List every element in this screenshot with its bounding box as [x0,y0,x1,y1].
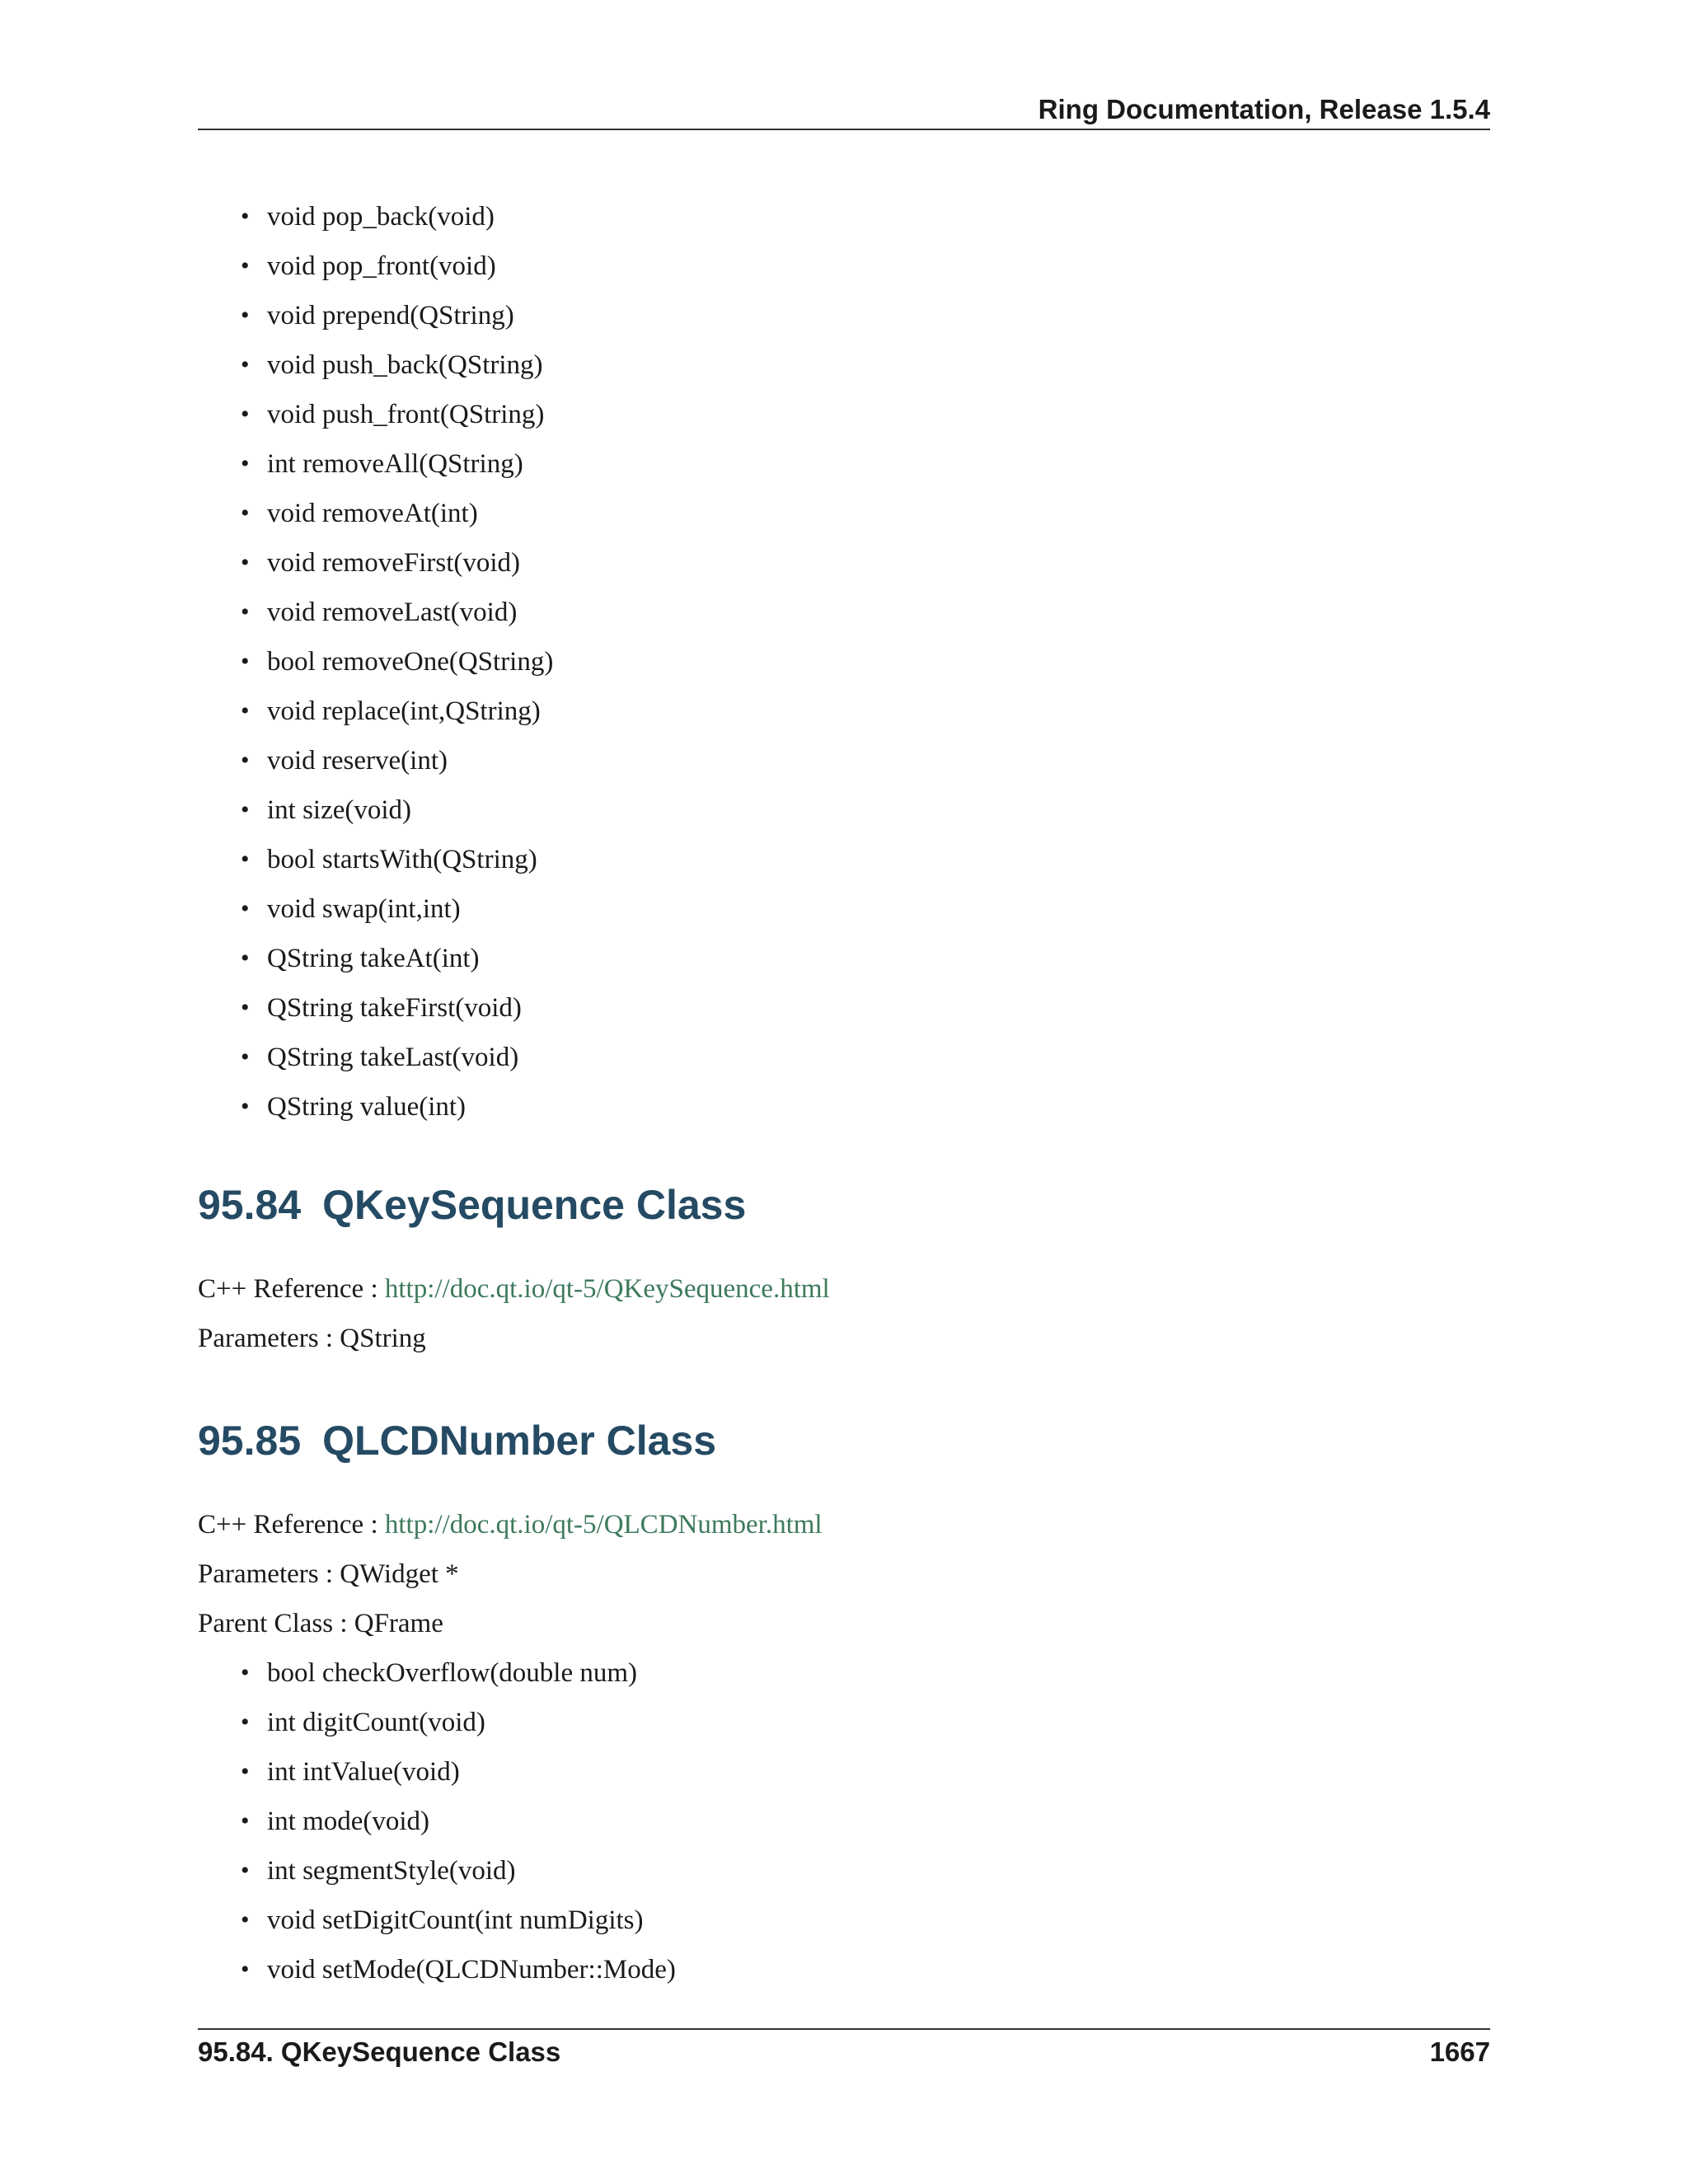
bullet-icon: • [241,1758,250,1785]
list-item [198,1797,676,1846]
method-signature: bool checkOverflow(double num) [267,1658,638,1688]
section-number: 95.84 [198,1182,302,1228]
bullet-icon: • [241,450,250,477]
bullet-icon: • [241,944,250,972]
bullet-icon: • [241,203,250,230]
bullet-icon: • [241,747,250,774]
list-item [198,192,553,241]
document-title: Ring Documentation, Release 1.5.4 [1038,94,1490,124]
cpp-reference-line [198,1264,830,1314]
parameters-line: Parameters : QWidget * [198,1559,459,1589]
bullet-icon: • [241,895,250,922]
bullet-icon: • [241,1708,250,1736]
list-item [198,1896,676,1945]
parent-class-line: Parent Class : QFrame [198,1609,443,1638]
footer-section-title: 95.84. QKeySequence Class [198,2036,561,2067]
method-signature: int segmentStyle(void) [267,1856,516,1886]
bullet-icon: • [241,302,250,329]
bullet-icon: • [241,499,250,527]
list-item [198,241,553,291]
section-heading-qkeysequence [198,1180,746,1230]
cpp-reference-line [198,1500,823,1549]
bullet-icon: • [241,846,250,873]
bullet-icon: • [241,1659,250,1686]
parameters-line: Parameters : QString [198,1324,426,1353]
method-signature: int mode(void) [267,1807,430,1836]
running-footer [198,2028,1490,2079]
method-signature: void swap(int,int) [267,894,461,924]
method-signature: int intValue(void) [267,1757,460,1787]
list-item [198,340,553,390]
qkeysequence-doc-link[interactable]: http://doc.qt.io/qt-5/QKeySequence.html [384,1274,830,1304]
list-item [198,1945,676,1994]
list-item [198,687,553,736]
method-signature: void pop_front(void) [267,251,496,281]
section-title: QKeySequence Class [322,1182,747,1228]
method-signature: int digitCount(void) [267,1708,485,1737]
method-signature: void removeFirst(void) [267,548,521,578]
list-item [198,538,553,588]
qlcdnumber-methods-list [198,1648,676,1994]
list-item [198,835,553,884]
method-signature: void replace(int,QString) [267,696,541,726]
list-item [198,588,553,637]
method-signature: void removeAt(int) [267,499,478,528]
section-title: QLCDNumber Class [322,1418,717,1464]
bullet-icon: • [241,252,250,279]
method-signature: void removeLast(void) [267,598,518,627]
bullet-icon: • [241,697,250,724]
bullet-icon: • [241,401,250,428]
list-item [198,884,553,934]
bullet-icon: • [241,1857,250,1884]
method-signature: QString takeAt(int) [267,944,480,973]
method-signature: void push_front(QString) [267,400,545,429]
qstringlist-methods-list [198,192,553,1132]
list-item [198,1082,553,1132]
list-item [198,1698,676,1747]
method-signature: bool removeOne(QString) [267,647,554,677]
list-item [198,983,553,1033]
method-signature: void pop_back(void) [267,202,495,232]
list-item [198,1648,676,1698]
bullet-icon: • [241,796,250,823]
method-signature: int size(void) [267,795,412,825]
list-item [198,1033,553,1082]
method-signature: int removeAll(QString) [267,449,523,479]
list-item [198,637,553,687]
list-item [198,1846,676,1896]
list-item [198,439,553,489]
list-item [198,785,553,835]
list-item [198,934,553,983]
bullet-icon: • [241,1956,250,1983]
cpp-reference-label: C++ Reference : [198,1274,385,1304]
page-number: 1667 [1429,2036,1490,2067]
list-item [198,291,553,340]
method-signature: QString takeFirst(void) [267,993,522,1023]
section-number: 95.85 [198,1418,302,1464]
bullet-icon: • [241,1807,250,1835]
bullet-icon: • [241,1043,250,1071]
list-item [198,390,553,439]
method-signature: void setMode(QLCDNumber::Mode) [267,1955,676,1985]
method-signature: void prepend(QString) [267,301,514,330]
method-signature: QString takeLast(void) [267,1043,519,1072]
method-signature: bool startsWith(QString) [267,845,537,874]
method-signature: void setDigitCount(int numDigits) [267,1905,644,1935]
bullet-icon: • [241,598,250,626]
method-signature: QString value(int) [267,1092,467,1122]
list-item [198,489,553,538]
method-signature: void reserve(int) [267,746,448,776]
cpp-reference-label: C++ Reference : [198,1510,385,1540]
bullet-icon: • [241,648,250,675]
bullet-icon: • [241,1906,250,1933]
bullet-icon: • [241,549,250,576]
list-item [198,1747,676,1797]
method-signature: void push_back(QString) [267,350,543,380]
running-header [198,91,1490,130]
section-heading-qlcdnumber [198,1416,716,1465]
bullet-icon: • [241,1093,250,1120]
list-item [198,736,553,785]
bullet-icon: • [241,994,250,1021]
qlcdnumber-doc-link[interactable]: http://doc.qt.io/qt-5/QLCDNumber.html [384,1510,823,1540]
bullet-icon: • [241,351,250,378]
